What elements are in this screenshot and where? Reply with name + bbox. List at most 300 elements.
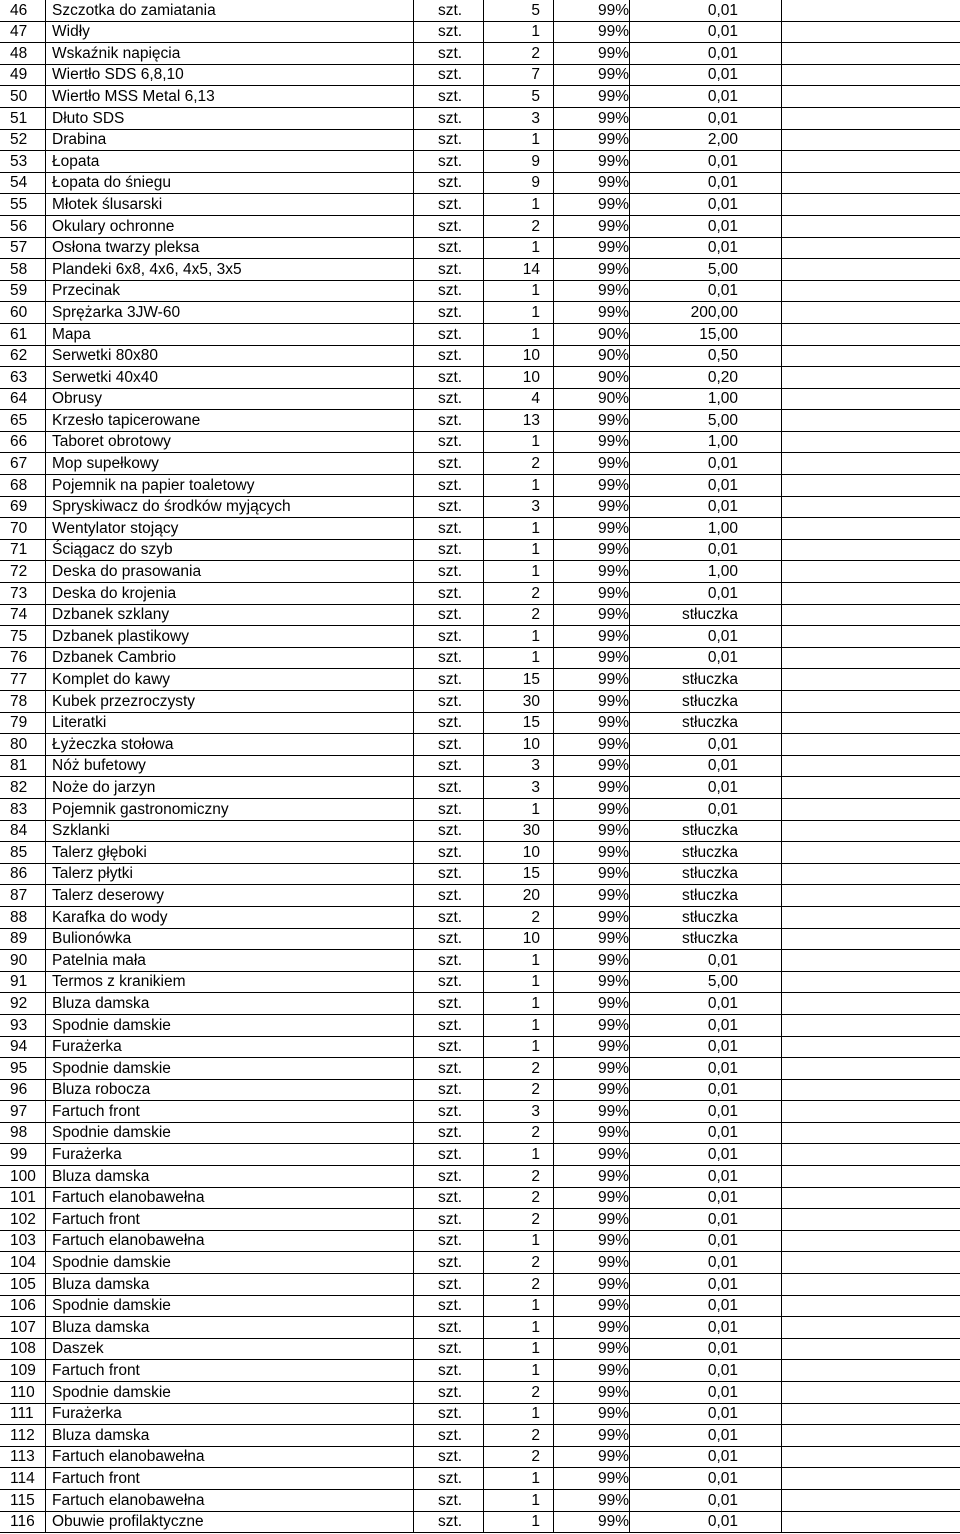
item-quantity: 1 [484, 1230, 554, 1252]
item-unit: szt. [414, 993, 484, 1015]
item-quantity: 1 [484, 323, 554, 345]
item-unit: szt. [414, 971, 484, 993]
table-row [0, 734, 960, 756]
empty-cell [782, 280, 960, 302]
empty-cell [782, 1511, 960, 1533]
item-wear-percent: 99% [554, 1338, 630, 1360]
item-number: 98 [0, 1122, 46, 1144]
item-unit: szt. [414, 107, 484, 129]
item-name: Dzbanek plastikowy [46, 626, 414, 648]
item-name: Literatki [46, 712, 414, 734]
item-quantity: 2 [484, 1425, 554, 1447]
item-value: 0,01 [630, 583, 782, 605]
item-quantity: 2 [484, 1058, 554, 1080]
empty-cell [782, 64, 960, 86]
empty-cell [782, 1122, 960, 1144]
item-name: Spryskiwacz do środków myjących [46, 496, 414, 518]
item-number: 65 [0, 410, 46, 432]
item-quantity: 1 [484, 280, 554, 302]
item-wear-percent: 99% [554, 863, 630, 885]
empty-cell [782, 1079, 960, 1101]
item-unit: szt. [414, 453, 484, 475]
item-name: Furażerka [46, 1403, 414, 1425]
item-wear-percent: 99% [554, 496, 630, 518]
item-quantity: 15 [484, 863, 554, 885]
item-number: 53 [0, 151, 46, 173]
item-unit: szt. [414, 388, 484, 410]
item-wear-percent: 99% [554, 1079, 630, 1101]
table-row [0, 323, 960, 345]
item-value: 5,00 [630, 259, 782, 281]
item-quantity: 1 [484, 539, 554, 561]
item-wear-percent: 99% [554, 194, 630, 216]
empty-cell [782, 734, 960, 756]
table-row [0, 669, 960, 691]
item-quantity: 1 [484, 475, 554, 497]
item-number: 64 [0, 388, 46, 410]
item-unit: szt. [414, 280, 484, 302]
item-number: 52 [0, 129, 46, 151]
table-row [0, 302, 960, 324]
empty-cell [782, 712, 960, 734]
empty-cell [782, 302, 960, 324]
item-number: 81 [0, 755, 46, 777]
table-row [0, 1489, 960, 1511]
item-name: Spodnie damskie [46, 1122, 414, 1144]
item-value: 0,01 [630, 1360, 782, 1382]
item-value: stłuczka [630, 691, 782, 713]
item-value: 0,01 [630, 1122, 782, 1144]
item-wear-percent: 99% [554, 151, 630, 173]
item-value: stłuczka [630, 820, 782, 842]
item-value: stłuczka [630, 669, 782, 691]
item-number: 51 [0, 107, 46, 129]
item-wear-percent: 99% [554, 1122, 630, 1144]
item-value: 5,00 [630, 410, 782, 432]
empty-cell [782, 431, 960, 453]
item-wear-percent: 99% [554, 1101, 630, 1123]
item-wear-percent: 99% [554, 129, 630, 151]
item-wear-percent: 99% [554, 64, 630, 86]
item-name: Bluza damska [46, 1166, 414, 1188]
item-number: 50 [0, 86, 46, 108]
table-row [0, 151, 960, 173]
item-number: 83 [0, 798, 46, 820]
table-row [0, 1511, 960, 1533]
item-number: 46 [0, 0, 46, 21]
item-unit: szt. [414, 928, 484, 950]
empty-cell [782, 86, 960, 108]
item-unit: szt. [414, 539, 484, 561]
item-name: Drabina [46, 129, 414, 151]
table-row [0, 777, 960, 799]
item-number: 102 [0, 1209, 46, 1231]
item-name: Bluza damska [46, 1425, 414, 1447]
item-name: Wskaźnik napięcia [46, 43, 414, 65]
item-number: 54 [0, 172, 46, 194]
table-row [0, 194, 960, 216]
empty-cell [782, 259, 960, 281]
item-wear-percent: 99% [554, 107, 630, 129]
item-wear-percent: 99% [554, 1511, 630, 1533]
item-quantity: 1 [484, 518, 554, 540]
table-row [0, 993, 960, 1015]
item-wear-percent: 99% [554, 453, 630, 475]
item-number: 59 [0, 280, 46, 302]
item-wear-percent: 99% [554, 669, 630, 691]
item-unit: szt. [414, 323, 484, 345]
item-wear-percent: 99% [554, 561, 630, 583]
item-name: Fartuch elanobawełna [46, 1187, 414, 1209]
item-quantity: 2 [484, 906, 554, 928]
empty-cell [782, 1425, 960, 1447]
empty-cell [782, 1317, 960, 1339]
item-number: 105 [0, 1274, 46, 1296]
item-quantity: 2 [484, 215, 554, 237]
empty-cell [782, 1468, 960, 1490]
table-row [0, 1360, 960, 1382]
item-name: Bluza damska [46, 993, 414, 1015]
item-quantity: 1 [484, 237, 554, 259]
item-unit: szt. [414, 950, 484, 972]
item-wear-percent: 99% [554, 885, 630, 907]
item-number: 89 [0, 928, 46, 950]
item-value: 0,01 [630, 1252, 782, 1274]
item-wear-percent: 99% [554, 431, 630, 453]
table-row [0, 410, 960, 432]
item-wear-percent: 99% [554, 691, 630, 713]
item-wear-percent: 99% [554, 215, 630, 237]
table-row [0, 453, 960, 475]
item-quantity: 2 [484, 1252, 554, 1274]
empty-cell [782, 1360, 960, 1382]
item-quantity: 2 [484, 1209, 554, 1231]
empty-cell [782, 885, 960, 907]
item-wear-percent: 99% [554, 755, 630, 777]
item-number: 82 [0, 777, 46, 799]
empty-cell [782, 1252, 960, 1274]
item-number: 103 [0, 1230, 46, 1252]
item-value: 0,01 [630, 1425, 782, 1447]
item-value: 0,01 [630, 1079, 782, 1101]
item-value: 0,01 [630, 1468, 782, 1490]
item-name: Łopata do śniegu [46, 172, 414, 194]
item-value: 15,00 [630, 323, 782, 345]
empty-cell [782, 950, 960, 972]
item-unit: szt. [414, 172, 484, 194]
item-unit: szt. [414, 1101, 484, 1123]
item-number: 110 [0, 1382, 46, 1404]
table-row [0, 280, 960, 302]
item-number: 63 [0, 367, 46, 389]
item-name: Młotek ślusarski [46, 194, 414, 216]
item-value: stłuczka [630, 842, 782, 864]
item-name: Dzbanek szklany [46, 604, 414, 626]
item-name: Bluza damska [46, 1274, 414, 1296]
item-unit: szt. [414, 1403, 484, 1425]
item-name: Fartuch elanobawełna [46, 1446, 414, 1468]
item-value: 0,01 [630, 734, 782, 756]
item-wear-percent: 99% [554, 626, 630, 648]
item-value: 0,01 [630, 237, 782, 259]
table-row [0, 1295, 960, 1317]
item-number: 115 [0, 1489, 46, 1511]
item-unit: szt. [414, 604, 484, 626]
item-number: 66 [0, 431, 46, 453]
empty-cell [782, 0, 960, 21]
item-name: Patelnia mała [46, 950, 414, 972]
item-value: 0,01 [630, 453, 782, 475]
item-quantity: 1 [484, 1403, 554, 1425]
item-unit: szt. [414, 194, 484, 216]
item-number: 114 [0, 1468, 46, 1490]
item-wear-percent: 99% [554, 1230, 630, 1252]
item-unit: szt. [414, 475, 484, 497]
empty-cell [782, 604, 960, 626]
item-quantity: 1 [484, 1036, 554, 1058]
item-value: 0,01 [630, 1230, 782, 1252]
item-name: Łopata [46, 151, 414, 173]
item-name: Okulary ochronne [46, 215, 414, 237]
table-row [0, 518, 960, 540]
empty-cell [782, 777, 960, 799]
item-quantity: 14 [484, 259, 554, 281]
item-quantity: 1 [484, 1489, 554, 1511]
item-quantity: 1 [484, 1468, 554, 1490]
item-number: 56 [0, 215, 46, 237]
table-row [0, 496, 960, 518]
item-wear-percent: 99% [554, 237, 630, 259]
item-quantity: 5 [484, 0, 554, 21]
table-row [0, 431, 960, 453]
item-value: 0,01 [630, 43, 782, 65]
item-value: 1,00 [630, 518, 782, 540]
item-quantity: 2 [484, 1274, 554, 1296]
item-unit: szt. [414, 496, 484, 518]
item-wear-percent: 99% [554, 604, 630, 626]
item-value: 0,01 [630, 1101, 782, 1123]
item-value: 0,01 [630, 755, 782, 777]
table-row [0, 755, 960, 777]
item-wear-percent: 99% [554, 1036, 630, 1058]
table-row [0, 388, 960, 410]
item-value: 0,01 [630, 626, 782, 648]
table-row [0, 539, 960, 561]
item-unit: szt. [414, 64, 484, 86]
item-quantity: 10 [484, 345, 554, 367]
table-row [0, 863, 960, 885]
empty-cell [782, 1295, 960, 1317]
item-unit: szt. [414, 777, 484, 799]
item-wear-percent: 99% [554, 1425, 630, 1447]
item-quantity: 10 [484, 928, 554, 950]
item-number: 61 [0, 323, 46, 345]
item-quantity: 1 [484, 1511, 554, 1533]
item-quantity: 3 [484, 107, 554, 129]
item-quantity: 1 [484, 129, 554, 151]
item-number: 75 [0, 626, 46, 648]
item-quantity: 1 [484, 626, 554, 648]
empty-cell [782, 583, 960, 605]
item-quantity: 1 [484, 1360, 554, 1382]
table-row [0, 1209, 960, 1231]
empty-cell [782, 496, 960, 518]
table-row [0, 950, 960, 972]
item-number: 107 [0, 1317, 46, 1339]
item-quantity: 9 [484, 172, 554, 194]
item-number: 116 [0, 1511, 46, 1533]
item-unit: szt. [414, 1274, 484, 1296]
item-value: stłuczka [630, 712, 782, 734]
item-number: 94 [0, 1036, 46, 1058]
empty-cell [782, 43, 960, 65]
empty-cell [782, 820, 960, 842]
empty-cell [782, 21, 960, 43]
item-quantity: 1 [484, 950, 554, 972]
item-unit: szt. [414, 518, 484, 540]
item-unit: szt. [414, 842, 484, 864]
item-number: 49 [0, 64, 46, 86]
item-name: Spodnie damskie [46, 1058, 414, 1080]
item-wear-percent: 99% [554, 842, 630, 864]
item-value: 0,01 [630, 1338, 782, 1360]
item-unit: szt. [414, 1446, 484, 1468]
empty-cell [782, 691, 960, 713]
item-number: 58 [0, 259, 46, 281]
item-value: 0,01 [630, 1274, 782, 1296]
item-wear-percent: 99% [554, 302, 630, 324]
item-wear-percent: 99% [554, 280, 630, 302]
item-name: Pojemnik gastronomiczny [46, 798, 414, 820]
item-number: 77 [0, 669, 46, 691]
item-name: Talerz płytki [46, 863, 414, 885]
item-wear-percent: 99% [554, 583, 630, 605]
item-quantity: 1 [484, 1338, 554, 1360]
empty-cell [782, 1274, 960, 1296]
item-quantity: 4 [484, 388, 554, 410]
item-name: Wentylator stojący [46, 518, 414, 540]
item-unit: szt. [414, 129, 484, 151]
table-row [0, 1468, 960, 1490]
item-number: 48 [0, 43, 46, 65]
table-row [0, 1014, 960, 1036]
item-unit: szt. [414, 583, 484, 605]
item-name: Spodnie damskie [46, 1295, 414, 1317]
item-name: Szklanki [46, 820, 414, 842]
item-number: 90 [0, 950, 46, 972]
item-unit: szt. [414, 626, 484, 648]
table-row [0, 604, 960, 626]
table-row [0, 64, 960, 86]
item-wear-percent: 99% [554, 928, 630, 950]
table-row [0, 215, 960, 237]
table-row [0, 1382, 960, 1404]
item-quantity: 3 [484, 777, 554, 799]
item-quantity: 1 [484, 1317, 554, 1339]
empty-cell [782, 107, 960, 129]
item-unit: szt. [414, 1468, 484, 1490]
item-number: 92 [0, 993, 46, 1015]
empty-cell [782, 863, 960, 885]
item-wear-percent: 99% [554, 734, 630, 756]
item-unit: szt. [414, 863, 484, 885]
table-row [0, 1166, 960, 1188]
item-name: Osłona twarzy pleksa [46, 237, 414, 259]
item-wear-percent: 99% [554, 43, 630, 65]
item-name: Wiertło SDS 6,8,10 [46, 64, 414, 86]
table-row [0, 1446, 960, 1468]
item-quantity: 1 [484, 971, 554, 993]
item-unit: szt. [414, 755, 484, 777]
item-unit: szt. [414, 1058, 484, 1080]
item-unit: szt. [414, 1511, 484, 1533]
item-name: Fartuch elanobawełna [46, 1489, 414, 1511]
item-value: 0,01 [630, 0, 782, 21]
item-name: Fartuch elanobawełna [46, 1230, 414, 1252]
item-unit: szt. [414, 43, 484, 65]
empty-cell [782, 1382, 960, 1404]
item-quantity: 30 [484, 820, 554, 842]
item-wear-percent: 90% [554, 323, 630, 345]
item-unit: szt. [414, 1295, 484, 1317]
empty-cell [782, 1209, 960, 1231]
table-row [0, 259, 960, 281]
item-value: 200,00 [630, 302, 782, 324]
table-row [0, 712, 960, 734]
item-name: Mop supełkowy [46, 453, 414, 475]
item-unit: szt. [414, 345, 484, 367]
item-quantity: 1 [484, 302, 554, 324]
item-unit: szt. [414, 1144, 484, 1166]
empty-cell [782, 906, 960, 928]
item-unit: szt. [414, 259, 484, 281]
empty-cell [782, 215, 960, 237]
item-unit: szt. [414, 1122, 484, 1144]
item-wear-percent: 99% [554, 647, 630, 669]
item-quantity: 1 [484, 647, 554, 669]
empty-cell [782, 475, 960, 497]
item-number: 73 [0, 583, 46, 605]
item-unit: szt. [414, 734, 484, 756]
item-name: Nóż bufetowy [46, 755, 414, 777]
empty-cell [782, 453, 960, 475]
item-unit: szt. [414, 1209, 484, 1231]
item-value: 0,01 [630, 647, 782, 669]
table-row [0, 885, 960, 907]
item-value: stłuczka [630, 885, 782, 907]
item-quantity: 9 [484, 151, 554, 173]
item-name: Talerz deserowy [46, 885, 414, 907]
item-wear-percent: 99% [554, 993, 630, 1015]
item-number: 106 [0, 1295, 46, 1317]
empty-cell [782, 323, 960, 345]
item-name: Bulionówka [46, 928, 414, 950]
item-value: stłuczka [630, 906, 782, 928]
item-number: 91 [0, 971, 46, 993]
item-number: 109 [0, 1360, 46, 1382]
item-quantity: 1 [484, 1295, 554, 1317]
item-wear-percent: 90% [554, 345, 630, 367]
item-wear-percent: 99% [554, 1403, 630, 1425]
item-name: Krzesło tapicerowane [46, 410, 414, 432]
table-row [0, 971, 960, 993]
item-value: 0,01 [630, 1403, 782, 1425]
item-value: 0,01 [630, 64, 782, 86]
item-unit: szt. [414, 906, 484, 928]
item-name: Spodnie damskie [46, 1252, 414, 1274]
item-number: 108 [0, 1338, 46, 1360]
item-unit: szt. [414, 1166, 484, 1188]
